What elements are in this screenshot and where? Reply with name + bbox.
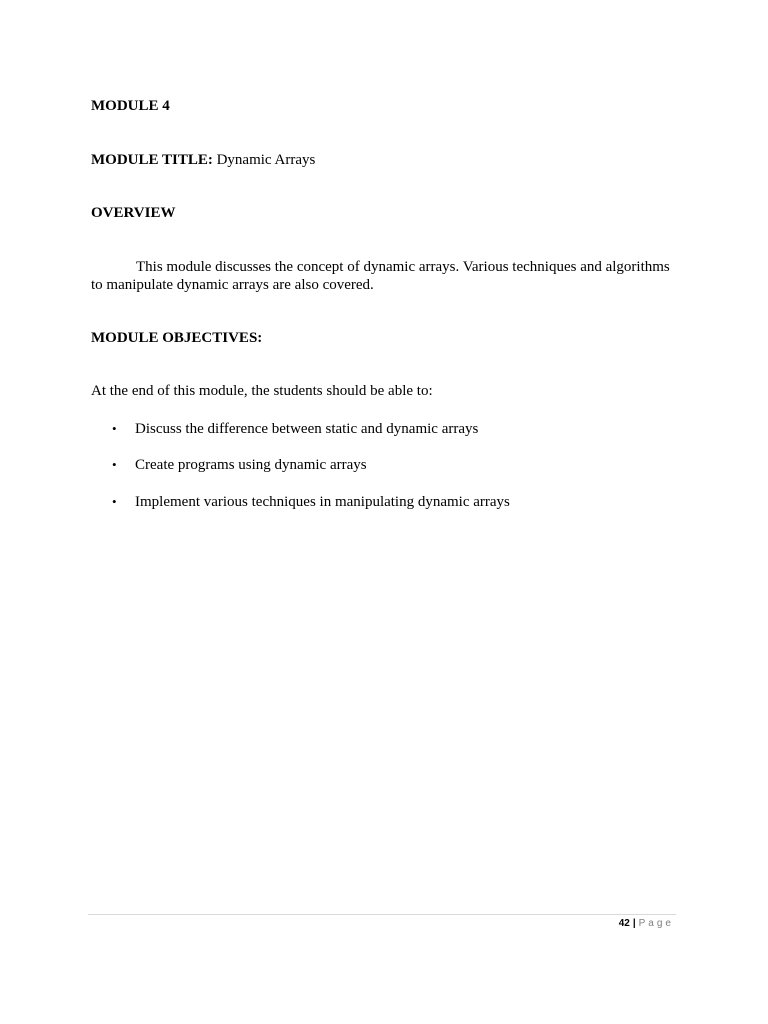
list-item: [112, 456, 367, 474]
module-title-label: MODULE TITLE:: [91, 152, 213, 168]
bullet-icon: •: [112, 421, 117, 436]
bullet-icon: •: [112, 457, 117, 472]
objectives-intro: At the end of this module, the students should be able to:: [91, 383, 433, 399]
module-title-value: Dynamic Arrays: [212, 152, 316, 168]
bullet-icon: •: [112, 494, 117, 509]
objective-text: Create programs using dynamic arrays: [135, 457, 367, 473]
page-number: 42: [618, 918, 630, 929]
overview-heading: OVERVIEW: [91, 205, 176, 221]
footer-separator: |: [632, 918, 636, 929]
module-title-line: [91, 151, 315, 169]
overview-paragraph: This module discusses the concept of dynamic arrays. Various techniques and algorithms to manipulate dynamic arrays are also covered.: [91, 259, 670, 293]
objective-text: Discuss the difference between static and dynamic arrays: [135, 421, 479, 437]
module-heading: MODULE 4: [91, 98, 170, 114]
list-item: [112, 493, 510, 511]
objectives-heading: MODULE OBJECTIVES:: [91, 330, 263, 346]
objective-text: Implement various techniques in manipulating dynamic arrays: [135, 494, 510, 510]
page-footer: [619, 918, 674, 930]
list-item: [112, 420, 478, 438]
page-label: Page: [638, 918, 674, 929]
footer-divider: [88, 914, 676, 915]
